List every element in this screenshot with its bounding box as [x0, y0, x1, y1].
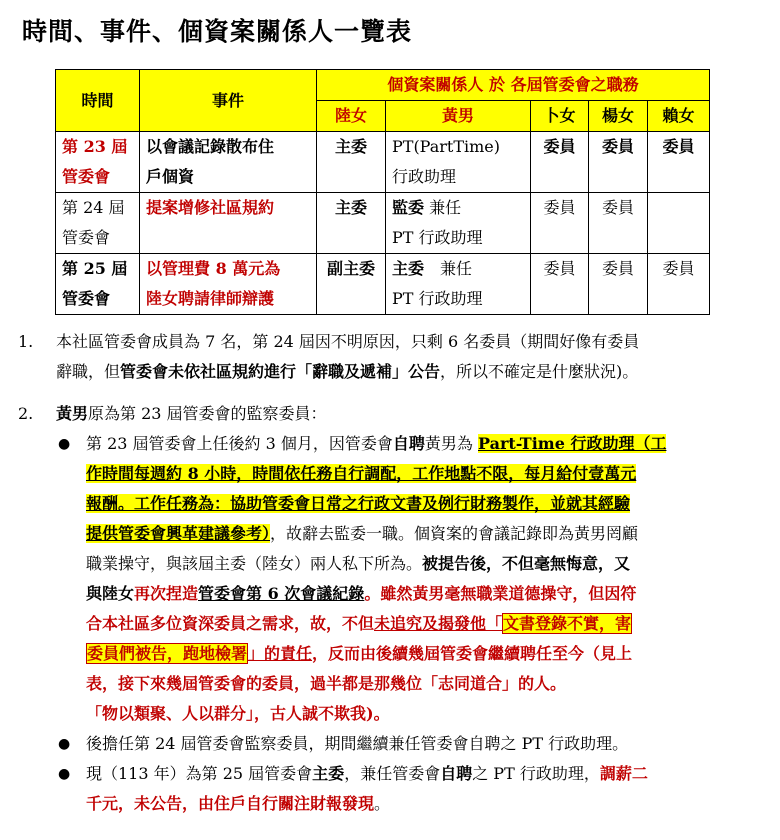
note-item-1: 1. 本社區管委會成員為 7 名，第 24 屆因不明原因，只剩 6 名委員（期間好像有委員 辭職，但管委會未依社區規約進行「辭職及遞補」公告，所以不確定是什麼狀況)。 [18, 332, 640, 381]
cell-event: 提案增修社區規約 [140, 193, 317, 254]
cell-lu: 副主委 [317, 254, 386, 315]
cell-time: 第 25 屆 管委會 [56, 254, 140, 315]
cell-event: 以管理費 8 萬元為 陸女聘請律師辯護 [140, 254, 317, 315]
cell-yang: 委員 [589, 132, 648, 193]
note-item-2: 2. 黃男原為第 23 屆管委會的監察委員： [18, 404, 327, 423]
cell-lu: 主委 [317, 132, 386, 193]
bullet-dot-icon: ● [58, 736, 71, 752]
cell-lu: 主委 [317, 193, 386, 254]
cell-yang: 委員 [589, 193, 648, 254]
cell-yang: 委員 [589, 254, 648, 315]
cell-huang: 主委 兼任 PT 行政助理 [386, 254, 531, 315]
table-row [56, 132, 710, 193]
cell-lai [648, 193, 710, 254]
cell-lai: 委員 [648, 254, 710, 315]
header-person-huang: 黃男 [386, 101, 531, 132]
header-event: 事件 [140, 70, 317, 132]
relationship-table [55, 69, 710, 315]
cell-event: 以會議記錄散布住 戶個資 [140, 132, 317, 193]
cell-bu: 委員 [531, 254, 589, 315]
cell-huang: 監委 兼任 PT 行政助理 [386, 193, 531, 254]
bullet-dot-icon: ● [58, 766, 71, 782]
table-row [56, 254, 710, 315]
header-person-lai: 賴女 [648, 101, 710, 132]
cell-bu: 委員 [531, 193, 589, 254]
header-person-lu: 陸女 [317, 101, 386, 132]
cell-time: 第 24 屆 管委會 [56, 193, 140, 254]
cell-huang: PT(PartTime) 行政助理 [386, 132, 531, 193]
header-time: 時間 [56, 70, 140, 132]
header-person-yang: 楊女 [589, 101, 648, 132]
header-person-bu: 卜女 [531, 101, 589, 132]
bullet-dot-icon: ● [58, 436, 71, 452]
bullet-item-1: ● 第 23 屆管委會上任後約 3 個月，因管委會自聘黃男為 Part-Time 行政助理（工 作時間每週約 8 小時，時間依任務自行調配，工作地點不限，每月給付壹萬元 報酬。工作任務為：協助管委會日常之行政文書及例行財務製作，並就其經驗 提供管委會興革建議參考），故辭去監委一職。個資案的會議記錄即為黃男罔顧 職業操守，與該屆主委（陸女）兩人私下所為。被提告後，不但毫無悔意，又 與陸女再次捏造管委會第 6 次會議紀錄。雖然黃男毫無職業道德操守，但因符 合本社區多位資深委員之需求，故，不但未追究及揭發他「文書登錄不實，害 委員們被告，跑地檢署」的責任，反而由後續幾屆管委會繼續聘任至今（見上 表，接下來幾屆管委會的委員，過半都是那幾位「志同道合」的人。 「物以類聚、人以群分」，古人誠不欺我)。 [18, 429, 768, 729]
table-row [56, 193, 710, 254]
page-title: 時間、事件、個資案關係人一覽表 [22, 17, 413, 46]
cell-lai: 委員 [648, 132, 710, 193]
header-group: 個資案關係人 於 各屆管委會之職務 [317, 70, 710, 101]
notes-list [18, 327, 768, 819]
bullet-item-2: ● 後擔任第 24 屆管委會監察委員，期間繼續兼任管委會自聘之 PT 行政助理。 [18, 729, 768, 759]
cell-bu: 委員 [531, 132, 589, 193]
bullet-item-3: ● 現（113 年）為第 25 屆管委會主委，兼任管委會自聘之 PT 行政助理，調薪二 千元，未公告，由住戶自行關注財報發現。 [18, 759, 768, 819]
cell-time: 第 23 屆 管委會 [56, 132, 140, 193]
